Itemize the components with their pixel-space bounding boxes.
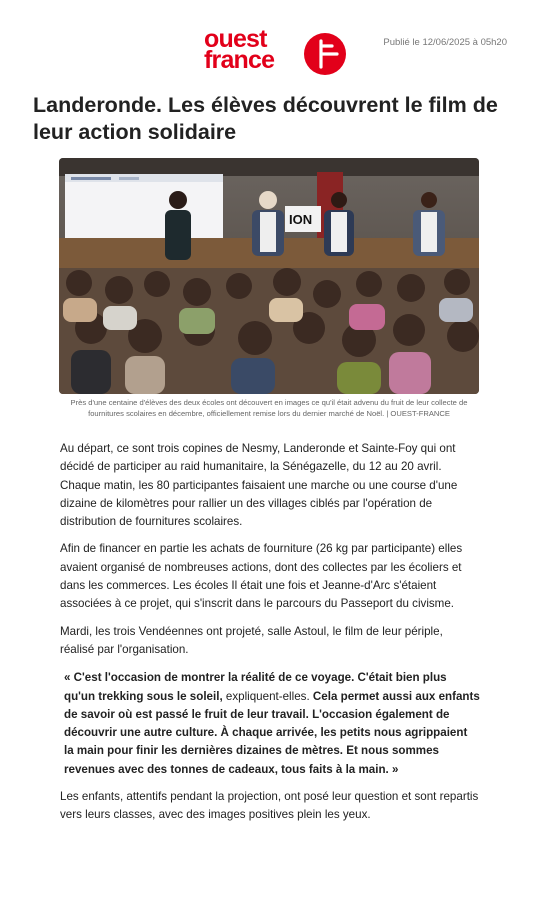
article-title: Landeronde. Les élèves découvrent le film de leur action solidaire [33,93,498,144]
paragraph-2: Afin de financer en partie les achats de fourniture (26 kg par participante) elles avaient organisé de nombreuses actions, dont des collectes par les écoliers et dans les commerces. Les écoles Il était une fois et Jeanne-d'Arc s'étaient associées à ce projet, qui s'inscrit dans le parcours du Passeport du civisme. [60,542,463,611]
quote-block [60,669,480,779]
logo-line-france: france [204,46,275,74]
ouest-france-logo[interactable] [204,25,349,79]
logo-line-ouest: ouest [204,25,267,53]
site-header [0,0,540,90]
article-body [60,440,480,834]
photo-caption: Près d'une centaine d'élèves des deux écoles ont découvert en images ce qu'il était advenu du fruit de leur collecte de fournitures scolaires en décembre, officiellement remise lors du dernier marché de Noël. | OUEST-FRANCE [70,398,468,418]
quote-part-2: Cela permet aussi aux enfants de savoir où est passé le fruit de leur travail. L'occasion également de découvrir une autre culture. À chaque arrivée, les petits nous agrippaient la main pour finir les dernières dizaines de mètres. Et nous sommes revenues avec des tonnes de cadeaux, tous faits à la main. » [64,689,480,776]
banner-text: ION [289,212,313,227]
logo-circle-icon [304,33,346,75]
publication-date: Publié le 12/06/2025 à 05h20 [383,37,507,48]
logo-wordmark [204,25,275,74]
quote-part-1: « C'est l'occasion de montrer la réalité de ce voyage. C'était bien plus qu'un trekking sous le soleil, [64,671,447,703]
quote-attribution: expliquent-elles. [222,689,313,703]
paragraph-3: Mardi, les trois Vendéennes ont projeté, salle Astoul, le film de leur périple, réalisé par l'organisation. [60,624,443,656]
classroom-photo-image [59,158,479,394]
article-photo [59,158,479,394]
paragraph-1: Au départ, ce sont trois copines de Nesmy, Landeronde et Sainte-Foy qui ont décidé de participer au raid humanitaire, la Sénégazelle, du 12 au 20 avril. Chaque matin, les 80 participantes faisaient une marche ou une course d'une dizaine de kilomètres pour rallier un des villages ciblés par l'opération de distribution de fournitures scolaires. [60,442,458,529]
closing-paragraph: Les enfants, attentifs pendant la projection, ont posé leur question et sont repartis vers leurs classes, avec des images positives plein les yeux. [60,790,479,822]
